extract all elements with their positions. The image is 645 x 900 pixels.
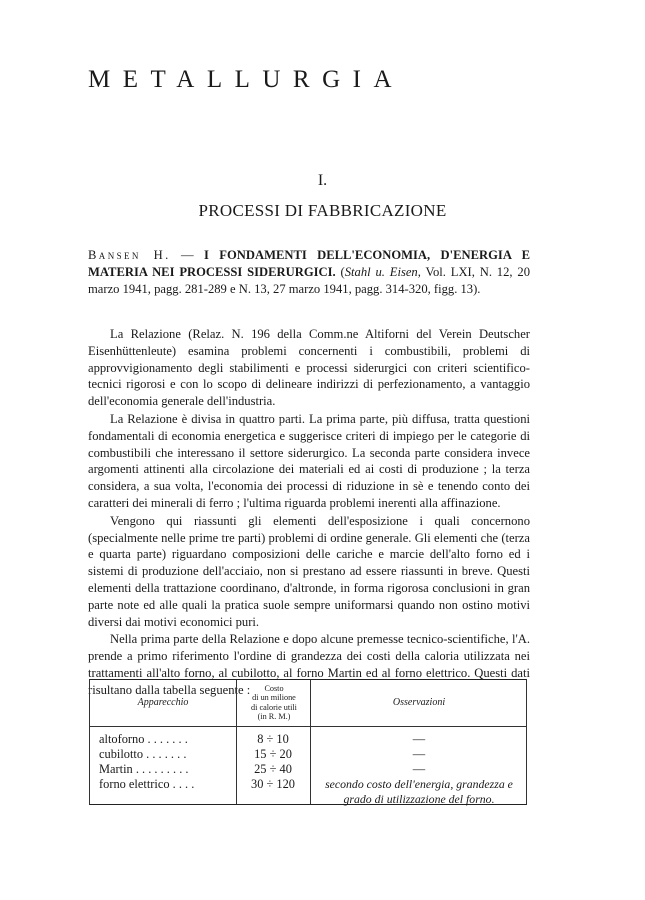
header-costo-line: di calorie utili — [251, 702, 297, 712]
table-row — [90, 777, 526, 807]
cell-costo: 30 ÷ 120 — [251, 777, 295, 791]
header-costo-line: (in R. M.) — [257, 712, 291, 722]
reference-journal: Stahl u. Eisen — [344, 264, 418, 279]
header-costo — [238, 684, 310, 722]
reference-dash: — — [170, 248, 205, 262]
chapter-title: PROCESSI DI FABBRICAZIONE — [198, 201, 447, 220]
reference-open-paren: ( — [335, 264, 345, 279]
paragraph: Nella prima parte della Relazione e dopo alcune premesse tecnico-scientifiche, l'A. prende a primo riferimento l'ordine di grandezza dei costi della caloria utilizzata nei trattamenti all'alto forno, al cubilotto, al forno Martin ed al forno elettrico. Questi dati risultano dalla tabella seguente : — [88, 632, 530, 697]
header-costo-line: Costo — [264, 684, 284, 693]
cell-apparecchio: cubilotto . . . . . . . — [99, 747, 187, 761]
reference-author: Bansen H. — [88, 248, 171, 262]
cell-osservazioni: secondo costo dell'energia, grandezza e grado di utilizzazione del forno. — [325, 777, 513, 806]
paragraph: La Relazione (Relaz. N. 196 della Comm.ne Altiforni del Verein Deutscher Eisenhüttenleute) esamina problemi concernenti i combustibili, problemi di approvvigionamento degli stabilimenti e processi siderurgici con criteri scientifico-tecnici rigorosi e con lo scopo di delineare indirizzi di perfezionamento, a vantaggio dell'economia generale dell'industria. — [88, 327, 530, 409]
table-row — [90, 762, 526, 778]
section-heading: METALLURGIA — [88, 66, 405, 93]
cell-costo: 25 ÷ 40 — [254, 762, 292, 776]
cell-apparecchio: altoforno . . . . . . . — [99, 732, 188, 746]
header-osservazioni: Osservazioni — [392, 697, 446, 708]
paragraph: La Relazione è divisa in quattro parti. La prima parte, più diffusa, tratta questioni fondamentali di economia energetica e suggerisce criteri di impiego per le categorie di combustibili che interessano il settore siderurgico. La seconda parte considera invece argomenti attinenti alla circolazione dei materiali ed ai costi di produzione ; la terza considera, a sua volta, l'economia dei processi di riduzione in sè e tenendo conto dei caratteri dei minerali di ferro ; l'ultima riguarda problemi inerenti alla affinazione. — [88, 411, 530, 510]
cell-costo: 8 ÷ 10 — [257, 732, 289, 746]
header-apparecchio: Apparecchio — [137, 697, 189, 708]
chapter-number: I. — [317, 172, 328, 189]
cell-apparecchio: forno elettrico . . . . — [99, 777, 195, 791]
header-costo-line: di un milione — [252, 693, 296, 703]
cost-table — [89, 679, 527, 805]
table-row — [90, 732, 526, 748]
bibliographic-reference — [88, 247, 530, 297]
reference-details: , Vol. LXI, N. 12, 20 marzo 1941, pagg. 281-289 e N. 13, 27 marzo 1941, pagg. 314-320, figg. 13). — [88, 264, 530, 296]
table-row — [90, 747, 526, 763]
reference-title: I FONDAMENTI DELL'ECONOMIA, D'ENERGIA E MATERIA NEI PROCESSI SIDERURGICI. — [88, 248, 530, 279]
cell-apparecchio: Martin . . . . . . . . . — [99, 762, 189, 776]
cell-osservazioni: — — [412, 762, 426, 776]
table-header-rule — [90, 726, 526, 727]
paragraph: Vengono qui riassunti gli elementi dell'esposizione i quali concernono (specialmente nelle prime tre parti) problemi di ordine generale. Gli elementi che (terza e quarta parte) riguardano composizioni delle cariche e marcie dell'alto forno ed i sistemi di produzione dell'acciaio, non si prestano ad essere riassunti in breve. Questi elementi della trattazione coordinano, d'altronde, in forma rigorosa conclusioni in gran parte note ed alle quali la pratica suole sempre uniformarsi quando non ostino motivi diversi dai motivi economici puri. — [88, 513, 530, 629]
cell-osservazioni: — — [412, 747, 426, 761]
cell-osservazioni: — — [412, 732, 426, 746]
cell-costo: 15 ÷ 20 — [254, 747, 292, 761]
